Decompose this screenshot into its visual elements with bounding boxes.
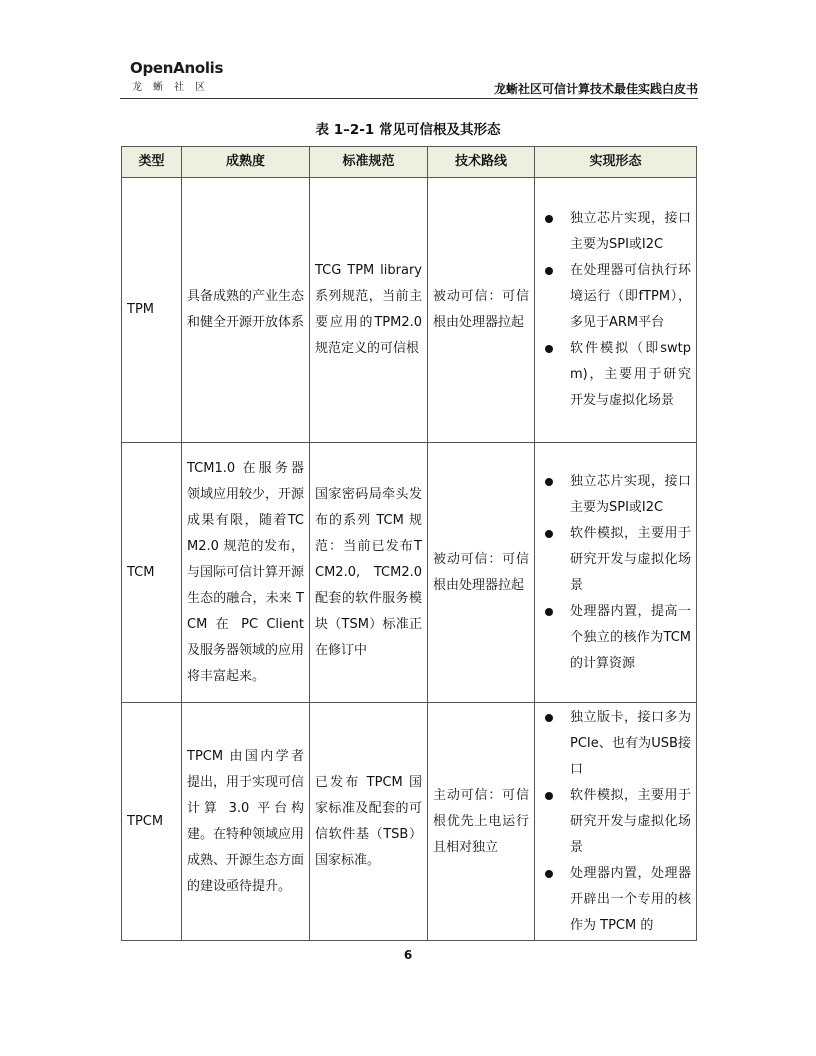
cell-type: TPCM xyxy=(122,703,182,941)
cell-standard: TCG TPM library系列规范，当前主要应用的TPM2.0规范定义的可信根 xyxy=(310,178,428,443)
logo-subtitle: 龙蜥社区 xyxy=(132,82,216,93)
cell-forms xyxy=(535,178,697,443)
page-number: 6 xyxy=(403,948,413,962)
list-item: 在处理器可信执行环境运行（即fTPM），多见于ARM平台 xyxy=(540,258,691,336)
list-item: 处理器内置，处理器开辟出一个专用的核作为 TPCM 的 xyxy=(540,861,691,939)
column-header-type: 类型 xyxy=(122,147,182,178)
forms-list xyxy=(540,705,691,939)
table-row xyxy=(122,178,697,443)
openanolis-logo: OpenAnolis xyxy=(130,59,224,77)
forms-list xyxy=(540,206,691,414)
cell-forms xyxy=(535,703,697,941)
list-item: 独立版卡，接口多为 PCIe、也有为USB接口 xyxy=(540,705,691,783)
list-item: 独立芯片实现，接口主要为SPI或I2C xyxy=(540,206,691,258)
forms-list xyxy=(540,469,691,677)
table-row xyxy=(122,443,697,703)
column-header-standard: 标准规范 xyxy=(310,147,428,178)
cell-type: TCM xyxy=(122,443,182,703)
page-header xyxy=(120,56,698,100)
column-header-maturity: 成熟度 xyxy=(182,147,310,178)
table-row xyxy=(122,703,697,941)
cell-standard: 国家密码局牵头发布的系列 TCM 规范：当前已发布TCM2.0, TCM2.0配套的软件服务模块（TSM）标准正在修订中 xyxy=(310,443,428,703)
list-item: 软件模拟，主要用于研究开发与虚拟化场景 xyxy=(540,521,691,599)
cell-forms xyxy=(535,443,697,703)
list-item: 软件模拟（即swtpm)，主要用于研究开发与虚拟化场景 xyxy=(540,336,691,414)
cell-type: TPM xyxy=(122,178,182,443)
cell-maturity: TPCM 由国内学者提出，用于实现可信计算 3.0 平台构建。在特种领域应用成熟、开源生态方面的建设亟待提升。 xyxy=(182,703,310,941)
list-item: 处理器内置，提高一个独立的核作为TCM 的计算资源 xyxy=(540,599,691,677)
trust-root-table xyxy=(121,146,697,941)
column-header-forms: 实现形态 xyxy=(535,147,697,178)
header-divider xyxy=(120,98,698,99)
document-title: 龙蜥社区可信计算技术最佳实践白皮书 xyxy=(493,82,698,96)
cell-route: 主动可信：可信根优先上电运行且相对独立 xyxy=(428,703,535,941)
list-item: 独立芯片实现，接口主要为SPI或I2C xyxy=(540,469,691,521)
cell-maturity: 具备成熟的产业生态和健全开源开放体系 xyxy=(182,178,310,443)
table-header-row xyxy=(122,147,697,178)
table-caption: 表 1–2-1 常见可信根及其形态 xyxy=(315,122,501,138)
column-header-route: 技术路线 xyxy=(428,147,535,178)
cell-maturity: TCM1.0 在服务器领域应用较少，开源成果有限，随着TCM2.0 规范的发布，与国际可信计算开源生态的融合，未来 TCM 在 PC Client 及服务器领域的应用将丰富起来。 xyxy=(182,443,310,703)
list-item: 软件模拟，主要用于研究开发与虚拟化场景 xyxy=(540,783,691,861)
cell-standard: 已发布 TPCM 国家标准及配套的可信软件基（TSB）国家标准。 xyxy=(310,703,428,941)
cell-route: 被动可信：可信根由处理器拉起 xyxy=(428,443,535,703)
cell-route: 被动可信：可信根由处理器拉起 xyxy=(428,178,535,443)
